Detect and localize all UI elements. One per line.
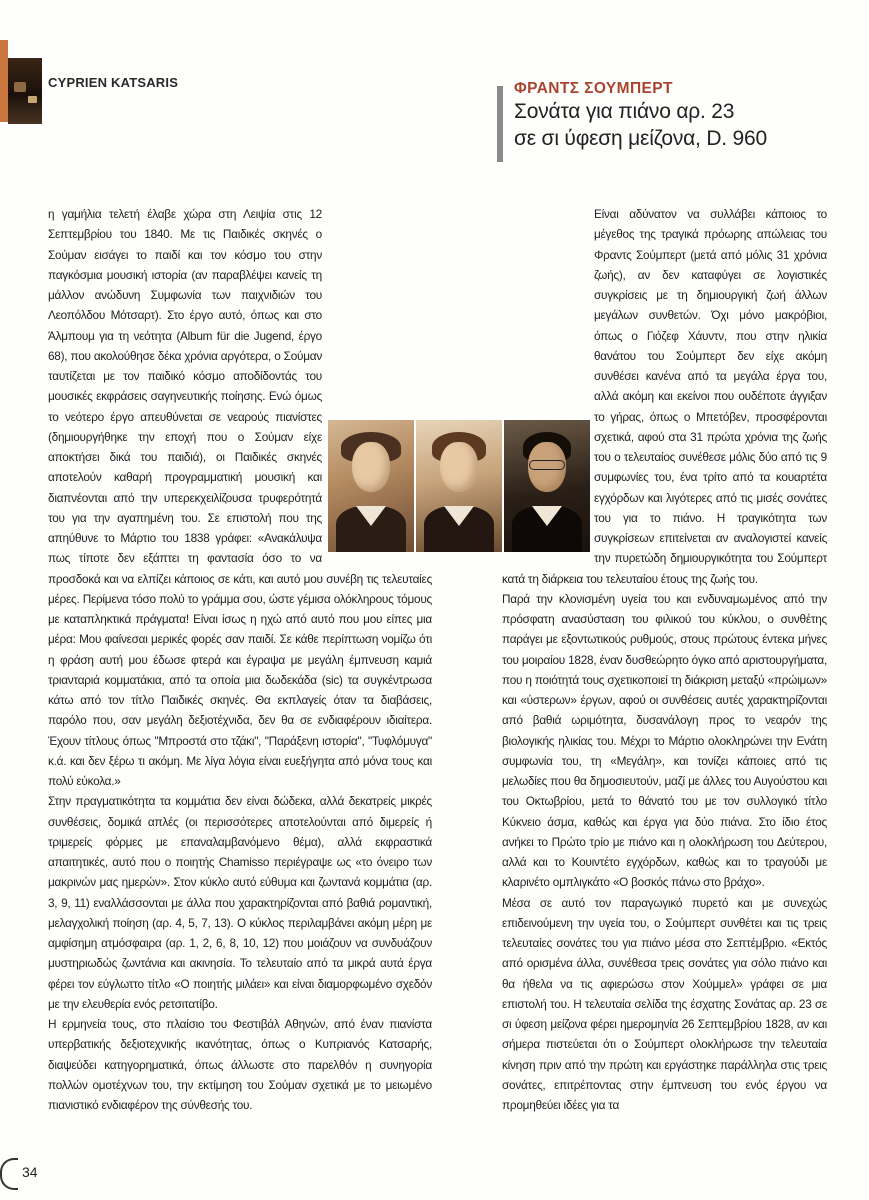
right-column bbox=[502, 204, 827, 1115]
running-header-author: CYPRIEN KATSARIS bbox=[48, 75, 179, 90]
accent-bar bbox=[0, 40, 8, 122]
left-column bbox=[48, 204, 432, 1115]
header-thumbnail-image bbox=[8, 58, 42, 124]
portrait-schubert bbox=[504, 420, 590, 552]
composer-portraits bbox=[328, 420, 590, 552]
left-paragraph-2: Στην πραγματικότητα τα κομμάτια δεν είναι δώδεκα, αλλά δεκατρείς μικρές συνθέσεις, δομικά απλές (οι περισσότερες αποτελούνται από διμερείς ή τριμερείς φόρμες με επαναλαμβανόμενο θέμα), αλλά εκφραστικά απαιτητικές, αυτό που ο ποιητής Chamisso περιέγραψε ως «το όνειρο των μακρινών μας ημερών». Στον κύκλο αυτό εύθυμα και ζωντανά κομμάτια (αρ. 3, 9, 11) εναλλάσσονται με άλλα που χαρακτηρίζονται από βαθιά ρομαντική, μελαγχολική ποίηση (αρ. 4, 5, 7, 13). Ο κύκλος περιλαμβάνει ακόμη μέρη με αμφίσημη ατμόσφαιρα (αρ. 1, 2, 6, 8, 10, 12) που μοιάζουν να συνδυάζουν μυστηριωδώς ζωντάνια και ακινησία. Το τελευταίο από τα μικρά αυτά έργα φέρει τον εύγλωττο τίτλο «Ο ποιητής μιλάει» και είναι διαμορφωμένο σχεδόν με την ελευθερία ενός ρετσιτατίβο. bbox=[48, 794, 432, 1011]
article-title-block bbox=[514, 80, 854, 152]
left-paragraph-3: Η ερμηνεία τους, στο πλαίσιο του Φεστιβάλ Αθηνών, από έναν πιανίστα υπερβατικής δεξιοτεχνικής ικανότητας, όπως ο Κυπριανός Κατσαρής, διαψεύδει κατηγορηματικά, όπως άλλωστε στο παρελθόν η συνηγορία πολλών ομοτέχνων του, την εκτίμηση του Σούμαν σχετικά με το μειωμένο πιανιστικό ενδιαφέρον της σύνθεσής του. bbox=[48, 1017, 432, 1112]
portrait-schumann bbox=[416, 420, 502, 552]
page-number-bracket bbox=[0, 1158, 18, 1190]
work-title-line-1: Σονάτα για πιάνο αρ. 23 bbox=[514, 100, 735, 123]
right-paragraph-2: Παρά την κλονισμένη υγεία του και ενδυναμωμένος από την πρόσφατη ανασύσταση του φιλικού του κύκλου, ο συνθέτης παράγει με εξοντωτικούς ρυθμούς, στους πρώτους έντεκα μήνες του μοιραίου 1828, έναν δυσθεώρητο όγκο από αριστουργήματα, που η ποιότητά τους σχετικοποιεί τη διάκριση μεταξύ «πρώιμων» και «ύστερων» έργων, αφού οι συνθέσεις αυτές χαρακτηρίζονται από βαθιά ωριμότητα, δυσανάλογη προς το νεαρόν της βιολογικής ηλικίας του. Μέχρι το Μάρτιο ολοκληρώνει την Ενάτη συμφωνία του, τη «Μεγάλη», και τονίζει κάποιες από τις μελωδίες που θα δημοσιευτούν, μαζί με άλλες του Αυγούστου και του Οκτωβρίου, μετά το θάνατό του με τον συλλογικό τίτλο Κύκνειο άσμα, καθώς και έργα για δύο πιάνα. Στο ίδιο έτος ανήκει το Πρώτο τρίο με πιάνο και η ολοκλήρωση του Δεύτερου, αλλά και το Κουιντέτο εγχόρδων, καθώς και το τραγούδι με κλαρινέτο ομπλιγκάτο «Ο βοσκός πάνω στο βράχο». bbox=[502, 591, 827, 890]
page-number: 34 bbox=[22, 1164, 38, 1180]
right-paragraph-1: Είναι αδύνατον να συλλάβει κάποιος το μέγεθος της τραγικά πρόωρης απώλειας του Φραντς Σούμπερτ (μετά από μόλις 31 χρόνια ζωής), αν δεν καταφύγει σε λογιστικές συγκρίσεις με τη δημιουργική ζωή άλλων μεγάλων συνθετών. Όχι μόνο μακρόβιοι, όπως ο Γιόζεφ Χάυντν, που στην ηλικία θανάτου του Σούμπερτ δεν είχε ακόμη συνθέσει κανένα από τα μεγάλα έργα του, αλλά ακόμη και εκείνοι που ουδέποτε άγγιξαν το γήρας, όπως ο Μπετόβεν, προσφέρονται σχετικά, αφού στα 31 πρώτα χρόνια της ζωής του ο τελευταίος συνέθεσε μόλις δύο από τις 9 συμφωνίες του, ένα τρίτο από τα κουαρτέτα εγχόρδων και λιγότερες από τις μισές σονάτες του για το πιάνο. Η τραγικότητα των συγκρίσεων επιτείνεται αν αναλογιστεί κανείς την πυρετώδη δημιουργικότητα του Σούμπερτ κατά τη διάρκεια του τελευταίου έτους της ζωής του. bbox=[502, 207, 827, 586]
work-title-line-2: σε σι ύφεση μείζονα, D. 960 bbox=[514, 127, 767, 150]
title-rule bbox=[497, 86, 503, 162]
left-paragraph-1: η γαμήλια τελετή έλαβε χώρα στη Λειψία στις 12 Σεπτεμβρίου του 1840. Με τις Παιδικές σκηνές ο Σούμαν εισάγει το παιδί και τον κόσμο του στην παγκόσμια μουσική ιστορία (αν παραβλέψει κανείς τη μάλλον ανώδυνη Συμφωνία των παιχνιδιών του Λεοπόλδου Μότσαρτ). Στο έργο αυτό, όπως και στο Άλμπουμ για τη νεότητα (Album für die Jugend, έργο 68), που ακολούθησε δέκα χρόνια αργότερα, ο Σούμαν ταυτίζεται με τον παιδικό κόσμο αποδίδοντάς του μουσικές εκφράσεις σαγηνευτικής ποίησης. Ενώ όμως το νεότερο έργο απευθύνεται σε νεαρούς πιανίστες (δημιουργήθηκε την εποχή που ο Σούμαν είχε αποκτήσει δικά του παιδιά), οι Παιδικές σκηνές αποτελούν καθαρή προγραμματική μουσική και διαπνέονται από την υπερεκχειλίζουσα τρυφερότητά του για την αγαπημένη του. Σε επιστολή που της απηύθυνε το Μάρτιο του 1838 γράφει: «Ανακάλυψα πως τίποτε δεν εξάπτει τη φαντασία όσο το να προσδοκά και να ελπίζει κάποιος σε κάτι, και αυτό μου συνέβη τις τελευταίες μέρες. Περίμενα τόσο πολύ το γράμμα σου, ώστε γέμισα ολόκληρους τόμους με καταπληκτικά πράγματα! Είναι ίσως η ηχώ από αυτό που μου είπες μια μέρα: Μου φαίνεσαι μερικές φορές σαν παιδί. Σε κάθε περίπτωση νομίζω ότι η φράση αυτή μου έδωσε φτερά και έγραψα με μεγάλη έμπνευση καμιά τριανταριά κομματάκια, από τα οποία μια δωδεκάδα (sic) τα συγκέντρωσα κάτω από τον τίτλο Παιδικές σκηνές. Θα εκπλαγείς όταν τα διαβάσεις, παρόλο που, σαν μεγάλη δεξιοτέχνιδα, δεν θα σε ενδιαφέρουν ιδιαίτερα. Έχουν τίτλους όπως "Μπροστά στο τζάκι", "Παράξενη ιστορία", "Τυφλόμυγα" κ.ά. και δεν ξέρω τι ακόμη. Με λίγα λόγια είναι ευεξήγητα από μόνα τους και πολύ εύκολα.» bbox=[48, 207, 432, 788]
right-paragraph-3: Μέσα σε αυτό τον παραγωγικό πυρετό και με συνεχώς επιδεινούμενη την υγεία του, ο Σούμπερτ συνθέτει και τις τρεις τελευταίες σονάτες του για πιάνο μέσα στο Σεπτέμβριο. «Εκτός από ορισμένα άλλα, συνέθεσα τρεις σονάτες για σόλο πιάνο και θα ήθελα να τις αφιερώσω στον Χούμμελ» γράφει σε μια επιστολή του. Η τελευταία σελίδα της έσχατης Σονάτας αρ. 23 σε σι ύφεση μείζονα φέρει ημερομηνία 26 Σεπτεμβρίου 1828, αν και σήμερα πιστεύεται ότι ο Σούμπερτ ολοκλήρωσε την τελευταία κίνηση πριν από την πρώτη και εργάστηκε παράλληλα στις τρεις σονάτες, επιτρέποντας στην έμπνευση του ενός έργου να προμηθεύει ιδέες για τα bbox=[502, 895, 827, 1112]
composer-name: ΦΡΑΝΤΣ ΣΟΥΜΠΕΡΤ bbox=[514, 80, 673, 97]
portrait-grieg bbox=[328, 420, 414, 552]
